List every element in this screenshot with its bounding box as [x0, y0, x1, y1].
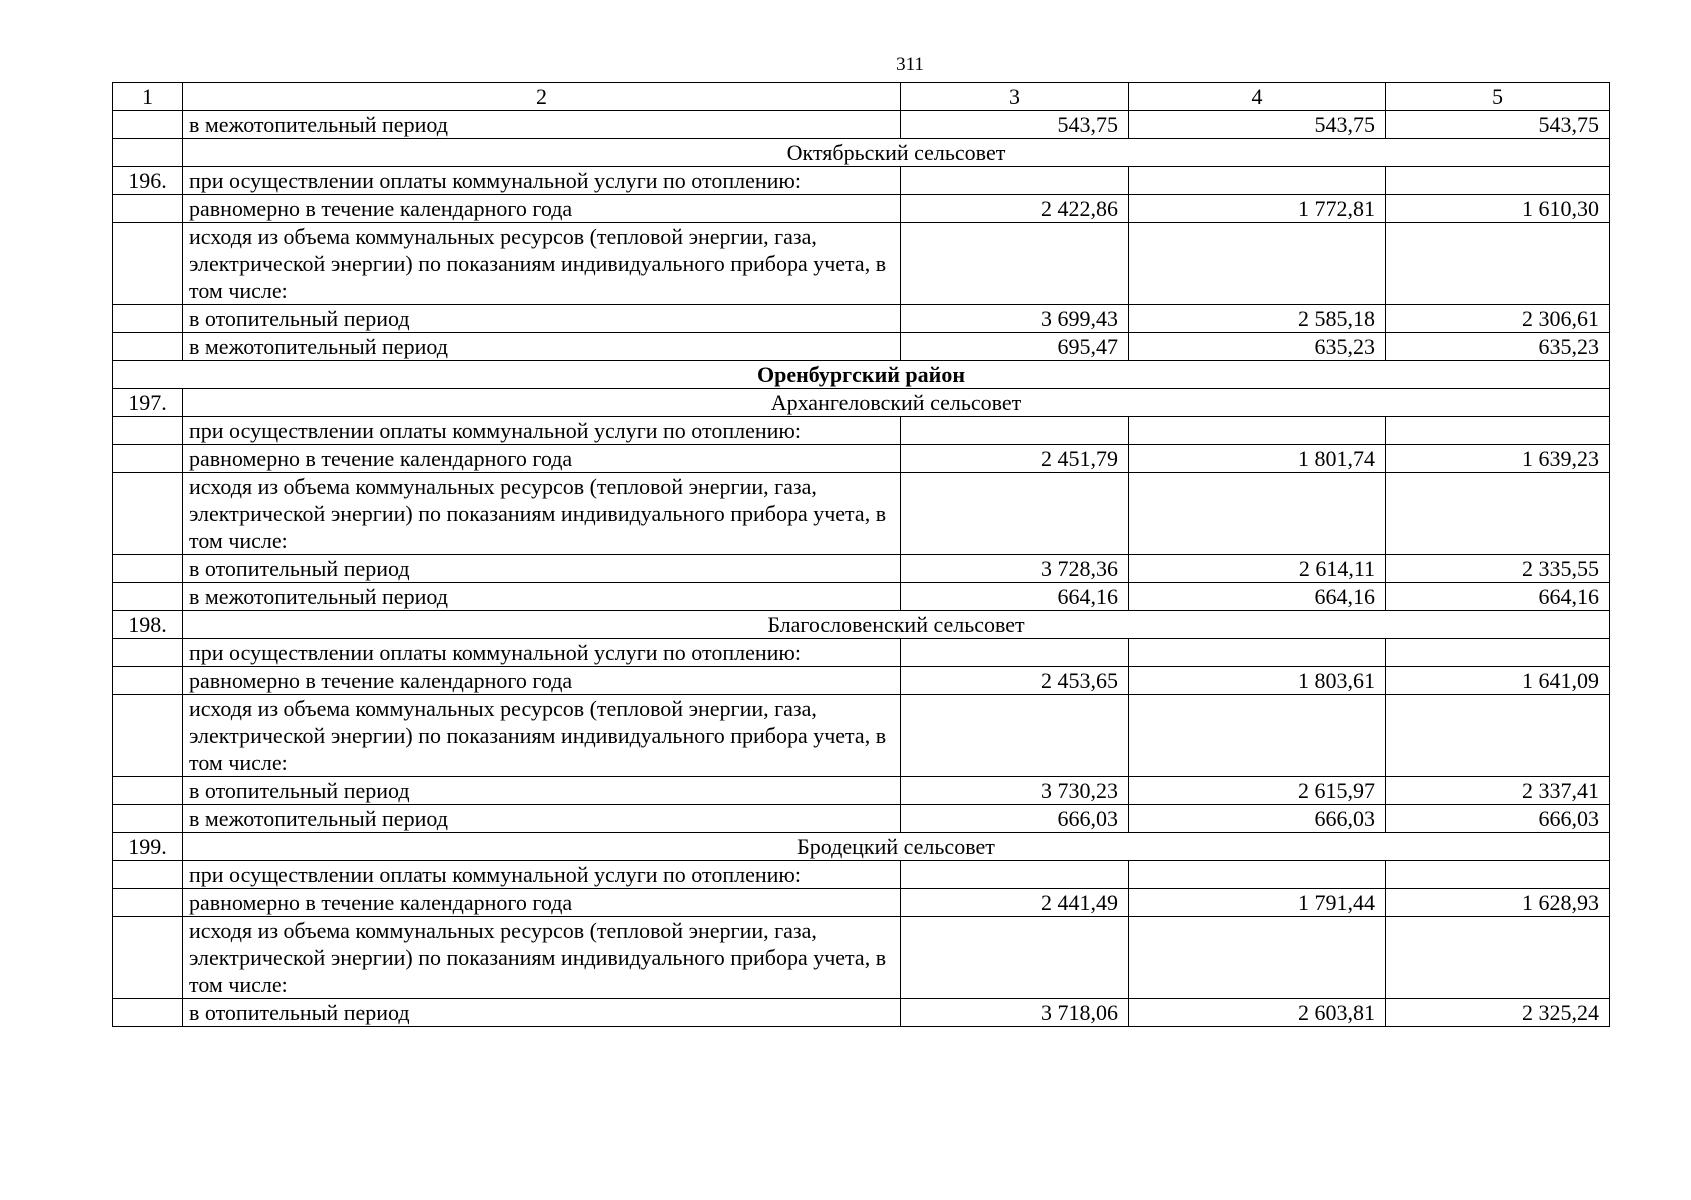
value-col-3	[901, 417, 1129, 445]
value-col-4	[1129, 223, 1386, 305]
value-col-3: 2 422,86	[901, 195, 1129, 223]
value-col-4: 635,23	[1129, 333, 1386, 361]
row-label: в межотопительный период	[183, 333, 901, 361]
table-row	[113, 999, 1610, 1027]
row-number	[113, 583, 183, 611]
row-number	[113, 555, 183, 583]
row-number	[113, 667, 183, 695]
value-col-3: 543,75	[901, 111, 1129, 139]
value-col-3: 2 441,49	[901, 889, 1129, 917]
value-col-5	[1386, 639, 1610, 667]
column-header-5: 5	[1386, 83, 1610, 111]
value-col-4: 543,75	[1129, 111, 1386, 139]
table-row	[113, 805, 1610, 833]
section-row	[113, 389, 1610, 417]
row-label: в отопительный период	[183, 999, 901, 1027]
column-header-1: 1	[113, 83, 183, 111]
value-col-4: 1 801,74	[1129, 445, 1386, 473]
value-col-3	[901, 861, 1129, 889]
value-col-5	[1386, 167, 1610, 195]
row-number: 199.	[113, 833, 183, 861]
value-col-4: 2 615,97	[1129, 777, 1386, 805]
value-col-5	[1386, 473, 1610, 555]
table-row	[113, 695, 1610, 777]
value-col-5: 1 639,23	[1386, 445, 1610, 473]
value-col-3: 666,03	[901, 805, 1129, 833]
page-number: 311	[896, 54, 924, 75]
table-row	[113, 777, 1610, 805]
value-col-3	[901, 473, 1129, 555]
row-number	[113, 639, 183, 667]
value-col-5: 2 337,41	[1386, 777, 1610, 805]
value-col-3: 3 699,43	[901, 305, 1129, 333]
value-col-4: 666,03	[1129, 805, 1386, 833]
value-col-5: 664,16	[1386, 583, 1610, 611]
row-label: при осуществлении оплаты коммунальной услуги по отоплению:	[183, 861, 901, 889]
row-number	[113, 195, 183, 223]
row-label: при осуществлении оплаты коммунальной услуги по отоплению:	[183, 167, 901, 195]
row-number	[113, 917, 183, 999]
row-number	[113, 999, 183, 1027]
row-label: равномерно в течение календарного года	[183, 445, 901, 473]
value-col-3: 3 728,36	[901, 555, 1129, 583]
row-number	[113, 417, 183, 445]
table-row	[113, 555, 1610, 583]
value-col-5: 2 335,55	[1386, 555, 1610, 583]
value-col-5	[1386, 861, 1610, 889]
value-col-3	[901, 639, 1129, 667]
value-col-4: 2 585,18	[1129, 305, 1386, 333]
row-label: исходя из объема коммунальных ресурсов (тепловой энергии, газа, электрической энергии) по показаниям индивидуального прибора учета, в том числе:	[183, 223, 901, 305]
row-number	[113, 889, 183, 917]
section-title: Октябрьский сельсовет	[183, 139, 1610, 167]
table-row	[113, 473, 1610, 555]
row-label: исходя из объема коммунальных ресурсов (тепловой энергии, газа, электрической энергии) по показаниям индивидуального прибора учета, в том числе:	[183, 917, 901, 999]
value-col-4	[1129, 473, 1386, 555]
value-col-5: 635,23	[1386, 333, 1610, 361]
value-col-4	[1129, 167, 1386, 195]
section-row	[113, 833, 1610, 861]
row-number	[113, 777, 183, 805]
table-row	[113, 223, 1610, 305]
region-title: Оренбургский район	[113, 361, 1610, 389]
value-col-3	[901, 167, 1129, 195]
tariff-table	[112, 82, 1610, 1027]
section-row	[113, 611, 1610, 639]
row-label: в межотопительный период	[183, 805, 901, 833]
row-label: в межотопительный период	[183, 583, 901, 611]
value-col-3: 3 730,23	[901, 777, 1129, 805]
column-header-2: 2	[183, 83, 901, 111]
value-col-3: 2 453,65	[901, 667, 1129, 695]
value-col-5	[1386, 417, 1610, 445]
value-col-5: 2 325,24	[1386, 999, 1610, 1027]
value-col-3: 695,47	[901, 333, 1129, 361]
value-col-4	[1129, 695, 1386, 777]
value-col-3	[901, 695, 1129, 777]
value-col-4: 1 803,61	[1129, 667, 1386, 695]
row-label: в отопительный период	[183, 555, 901, 583]
row-number	[113, 111, 183, 139]
row-label: в отопительный период	[183, 305, 901, 333]
row-label: равномерно в течение календарного года	[183, 889, 901, 917]
row-label: равномерно в течение календарного года	[183, 667, 901, 695]
value-col-3: 664,16	[901, 583, 1129, 611]
table-row	[113, 417, 1610, 445]
value-col-5	[1386, 223, 1610, 305]
value-col-5	[1386, 695, 1610, 777]
section-title: Благословенский сельсовет	[183, 611, 1610, 639]
table-row	[113, 667, 1610, 695]
value-col-5: 1 641,09	[1386, 667, 1610, 695]
value-col-3	[901, 223, 1129, 305]
row-number	[113, 473, 183, 555]
row-label: при осуществлении оплаты коммунальной услуги по отоплению:	[183, 417, 901, 445]
row-label: исходя из объема коммунальных ресурсов (тепловой энергии, газа, электрической энергии) по показаниям индивидуального прибора учета, в том числе:	[183, 695, 901, 777]
row-label: в межотопительный период	[183, 111, 901, 139]
value-col-4	[1129, 639, 1386, 667]
row-number	[113, 333, 183, 361]
table-row	[113, 917, 1610, 999]
value-col-4	[1129, 861, 1386, 889]
value-col-5: 543,75	[1386, 111, 1610, 139]
value-col-5: 1 628,93	[1386, 889, 1610, 917]
section-title: Архангеловский сельсовет	[183, 389, 1610, 417]
value-col-5: 2 306,61	[1386, 305, 1610, 333]
column-header-3: 3	[901, 83, 1129, 111]
table-row	[113, 889, 1610, 917]
row-number	[113, 805, 183, 833]
value-col-3: 3 718,06	[901, 999, 1129, 1027]
table-header-row	[113, 83, 1610, 111]
column-header-4: 4	[1129, 83, 1386, 111]
row-number	[113, 861, 183, 889]
table-row	[113, 167, 1610, 195]
table-row	[113, 583, 1610, 611]
table-row	[113, 861, 1610, 889]
row-number	[113, 223, 183, 305]
value-col-4: 2 603,81	[1129, 999, 1386, 1027]
row-label: исходя из объема коммунальных ресурсов (тепловой энергии, газа, электрической энергии) по показаниям индивидуального прибора учета, в том числе:	[183, 473, 901, 555]
value-col-5: 1 610,30	[1386, 195, 1610, 223]
row-number	[113, 305, 183, 333]
value-col-3	[901, 917, 1129, 999]
row-number	[113, 695, 183, 777]
row-label: равномерно в течение календарного года	[183, 195, 901, 223]
section-row	[113, 139, 1610, 167]
value-col-4	[1129, 917, 1386, 999]
row-label: в отопительный период	[183, 777, 901, 805]
section-title: Бродецкий сельсовет	[183, 833, 1610, 861]
table-row	[113, 195, 1610, 223]
value-col-4	[1129, 417, 1386, 445]
row-number: 196.	[113, 167, 183, 195]
table-row	[113, 445, 1610, 473]
table-row	[113, 111, 1610, 139]
value-col-4: 2 614,11	[1129, 555, 1386, 583]
region-row	[113, 361, 1610, 389]
value-col-4: 1 772,81	[1129, 195, 1386, 223]
table-row	[113, 333, 1610, 361]
value-col-4: 1 791,44	[1129, 889, 1386, 917]
row-label: при осуществлении оплаты коммунальной услуги по отоплению:	[183, 639, 901, 667]
value-col-5: 666,03	[1386, 805, 1610, 833]
value-col-5	[1386, 917, 1610, 999]
row-number	[113, 445, 183, 473]
table-row	[113, 305, 1610, 333]
row-number: 198.	[113, 611, 183, 639]
row-number	[113, 139, 183, 167]
value-col-4: 664,16	[1129, 583, 1386, 611]
table-row	[113, 639, 1610, 667]
row-number: 197.	[113, 389, 183, 417]
value-col-3: 2 451,79	[901, 445, 1129, 473]
